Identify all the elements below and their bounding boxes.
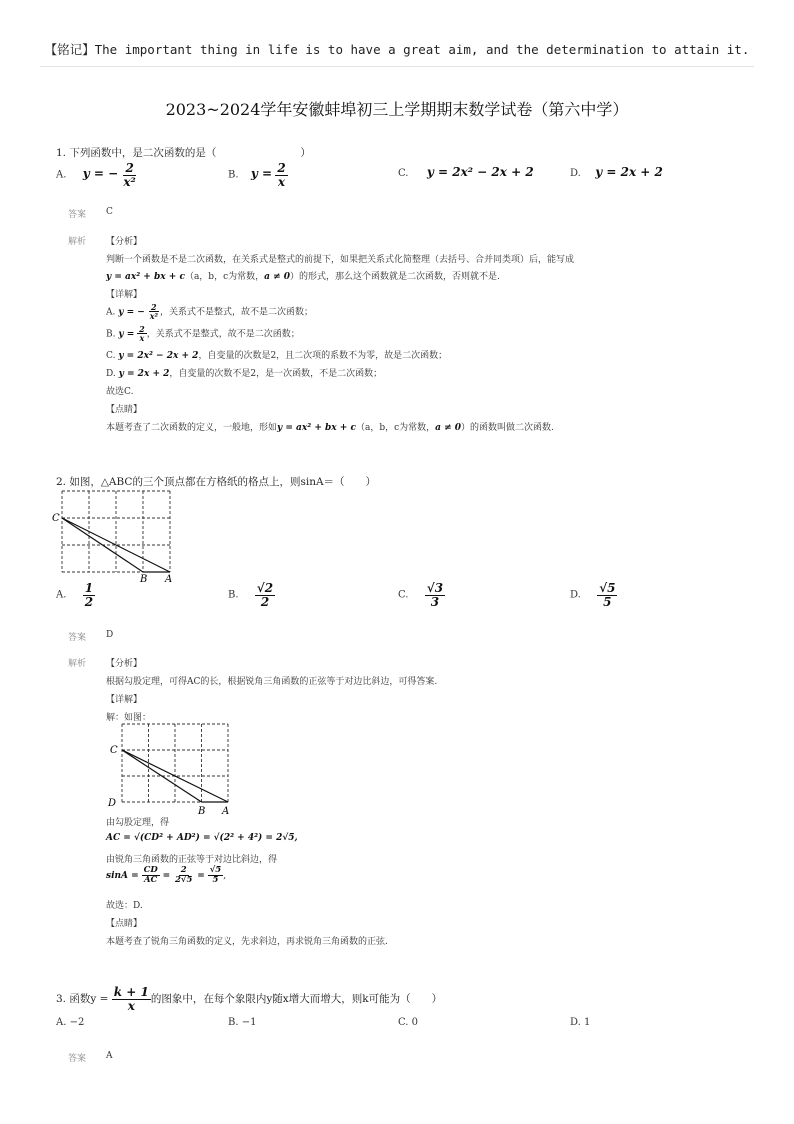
q3-stem-pre: 3. 函数y = — [56, 993, 109, 1006]
q1-option-b-num: 2 — [277, 161, 286, 175]
q2-option-c-den: 3 — [430, 594, 440, 609]
q2-ac-expr: AC = √(CD² + AD²) = √(2² + 4²) = 2√5, — [106, 833, 298, 843]
q2-label-a: A — [165, 574, 173, 584]
q2-sin-d1: AC — [143, 874, 158, 885]
q1-detail-d — [106, 366, 382, 379]
q1-fenxi-expr: y = ax² + bx + c — [106, 272, 185, 282]
q3-stem-num: k + 1 — [113, 985, 149, 999]
q2s-label-a: A — [222, 806, 230, 816]
q1-detail-d-prefix: D. — [106, 369, 116, 379]
q3-stem — [56, 986, 442, 1012]
q1-dj-expr: y = ax² + bx + c — [277, 423, 356, 433]
q2-sin-n2: 2 — [180, 865, 187, 875]
q2-dianjing-heading: 【点睛】 — [106, 919, 143, 929]
q1-detail-c-expr: y = 2x² − 2x + 2 — [118, 351, 199, 361]
page-title: 2023~2024学年安徽蚌埠初三上学期期末数学试卷（第六中学） — [165, 100, 629, 119]
q1-option-c-expr: y = 2x² − 2x + 2 — [426, 165, 534, 179]
q2-fenxi-heading: 【分析】 — [106, 659, 143, 669]
q1-detail-c-prefix: C. — [106, 351, 116, 361]
q1-detail-b — [106, 325, 300, 343]
q3-option-a[interactable]: A. −2 — [56, 1017, 85, 1028]
q2-option-a-num: 1 — [84, 581, 94, 595]
q2-conclusion: 故选：D. — [106, 901, 143, 911]
q2-label-b: B — [140, 574, 148, 584]
q2-option-a[interactable] — [56, 582, 95, 608]
q2-solution-intro: 解：如图： — [106, 713, 152, 723]
q1-detail-a-prefix: A. — [106, 307, 116, 318]
q2-fenxi-text: 根据勾股定理，可得AC的长，根据锐角三角函数的正弦等于对边比斜边，可得答案. — [106, 677, 438, 687]
q1-detail-a — [106, 303, 313, 321]
q1-option-a-lhs: y = − — [82, 166, 119, 181]
q2-sin-n3: √5 — [209, 865, 222, 875]
q3-option-d[interactable]: D. 1 — [570, 1017, 591, 1028]
q2-dianjing-text: 本题考查了锐角三角函数的定义，先求斜边，再求锐角三角函数的正弦. — [106, 937, 388, 947]
q3-stem-den: x — [127, 998, 135, 1013]
q1-detail-a-text: ，关系式不是整式，故不是二次函数； — [159, 307, 313, 318]
header-divider — [40, 66, 754, 67]
q2-sin-line: sinA = $\frac{CD}{AC}$ = $\frac{2}{2√5}$ = $\frac{√5}{5}$ , — [106, 865, 227, 885]
q2-option-a-letter: A. — [56, 589, 67, 601]
q2-option-b[interactable] — [228, 582, 275, 608]
q1-option-b-den: x — [277, 174, 286, 189]
q3-answer: A — [106, 1051, 113, 1061]
q1-analysis-label: 解析 — [68, 237, 87, 247]
q1-detail-d-text: ，自变量的次数不是2，是一次函数，不是二次函数； — [169, 369, 383, 379]
q1-option-b-lhs: y = — [250, 166, 273, 181]
q2s-label-b: B — [198, 806, 206, 816]
q1-dj-text2: （a，b，c为常数， — [355, 423, 436, 433]
q2-analysis-label: 解析 — [68, 659, 87, 669]
q2-option-b-den: 2 — [260, 594, 270, 609]
q1-detail-a-num: 2 — [151, 302, 157, 312]
q1-option-a[interactable] — [56, 162, 138, 188]
q2-sin-n1: CD — [143, 865, 158, 875]
q1-detail-b-num: 2 — [139, 324, 145, 334]
q1-dj-text1: 本题考查了二次函数的定义，一般地，形如 — [106, 423, 278, 433]
q1-detail-b-lhs: y = — [118, 329, 135, 340]
q2-option-d-letter: D. — [570, 589, 581, 601]
q2-pythagoras-text: 由勾股定理，得 — [106, 818, 170, 828]
q2-stem: 2. 如图，△ABC的三个顶点都在方格纸的格点上，则sinA＝（ ） — [56, 476, 377, 488]
q2s-label-d: D — [108, 798, 117, 809]
q2-xiangjie-heading: 【详解】 — [106, 695, 143, 705]
q2-option-d[interactable] — [570, 582, 617, 608]
q2-option-b-letter: B. — [228, 589, 239, 601]
q2-sin-d3: 5 — [212, 874, 219, 885]
q2-sin-d2: 2√5 — [175, 874, 193, 885]
q1-dianjing-text — [106, 420, 554, 433]
q2-option-d-num: √5 — [599, 581, 616, 595]
q2-answer-label: 答案 — [68, 633, 87, 643]
q1-option-d-letter: D. — [570, 168, 581, 179]
q1-option-c-letter: C. — [398, 168, 409, 179]
q1-fenxi-cond: a ≠ 0 — [264, 272, 291, 282]
q1-fenxi-line1: 判断一个函数是不是二次函数，在关系式是整式的前提下，如果把关系式化简整理（去括号、合并同类项）后，能写成 — [106, 255, 575, 265]
q2-option-b-num: √2 — [256, 581, 274, 595]
q1-detail-b-prefix: B. — [106, 329, 116, 340]
q2-solution-figure — [104, 720, 234, 816]
q2-sin-lhs: sinA = — [106, 870, 139, 881]
q1-detail-b-text: ，关系式不是整式，故不是二次函数； — [146, 329, 300, 340]
q1-option-d[interactable] — [570, 165, 663, 179]
q1-answer-label: 答案 — [68, 210, 87, 220]
q1-detail-c — [106, 348, 447, 361]
q1-option-b[interactable] — [228, 162, 288, 188]
q1-option-d-expr: y = 2x + 2 — [595, 165, 663, 179]
q2-ac-line — [106, 833, 298, 843]
q2-label-c: C — [52, 513, 60, 524]
q1-dj-cond: a ≠ 0 — [435, 423, 462, 433]
q2-option-c-letter: C. — [398, 589, 409, 601]
q1-detail-b-den: x — [139, 333, 145, 344]
q1-detail-a-den: x² — [149, 311, 158, 322]
q2-option-a-den: 2 — [84, 594, 94, 609]
q1-stem: 1. 下列函数中，是二次函数的是（ ） — [56, 147, 311, 159]
q2-option-c-num: √3 — [426, 581, 444, 595]
q1-detail-c-text: ，自变量的次数是2，且二次项的系数不为零，故是二次函数； — [198, 351, 448, 361]
q3-answer-label: 答案 — [68, 1054, 87, 1064]
q1-dj-text3: ）的函数叫做二次函数. — [461, 423, 554, 433]
q1-fenxi-line2a: （a，b，c为常数， — [184, 272, 265, 282]
q2-sin-text: 由锐角三角函数的正弦等于对边比斜边，得 — [106, 855, 278, 865]
q2-answer: D — [106, 630, 114, 640]
q1-answer: C — [106, 207, 113, 217]
q1-dianjing-heading: 【点睛】 — [106, 405, 143, 415]
q1-xiangjie-heading: 【详解】 — [106, 290, 143, 300]
q3-option-c[interactable]: C. 0 — [398, 1017, 419, 1028]
q1-fenxi-line2 — [106, 269, 500, 282]
q2-option-c[interactable] — [398, 582, 445, 608]
motto: 【铭记】The important thing in life is to have a great aim, and the determination to attain it. — [44, 42, 750, 57]
q1-conclusion: 故选C. — [106, 387, 134, 397]
q1-option-c[interactable] — [398, 165, 534, 179]
q3-option-b[interactable]: B. −1 — [228, 1017, 257, 1028]
q1-detail-a-lhs: y = − — [118, 307, 145, 318]
q1-option-b-letter: B. — [228, 169, 239, 181]
q1-option-a-den: x² — [123, 174, 136, 189]
q1-fenxi-line2b: ）的形式，那么这个函数就是二次函数，否则就不是. — [290, 272, 500, 282]
q3-stem-post: 的图象中，在每个象限内y随x增大而增大，则k可能为（ ） — [150, 993, 443, 1006]
q2-option-d-den: 5 — [603, 594, 612, 609]
q1-detail-d-expr: y = 2x + 2 — [118, 369, 170, 379]
q1-option-a-letter: A. — [56, 169, 67, 181]
q1-fenxi-heading: 【分析】 — [106, 237, 143, 247]
q1-option-a-num: 2 — [125, 161, 134, 175]
q2-grid-figure — [50, 488, 180, 584]
q2s-label-c: C — [110, 745, 118, 756]
